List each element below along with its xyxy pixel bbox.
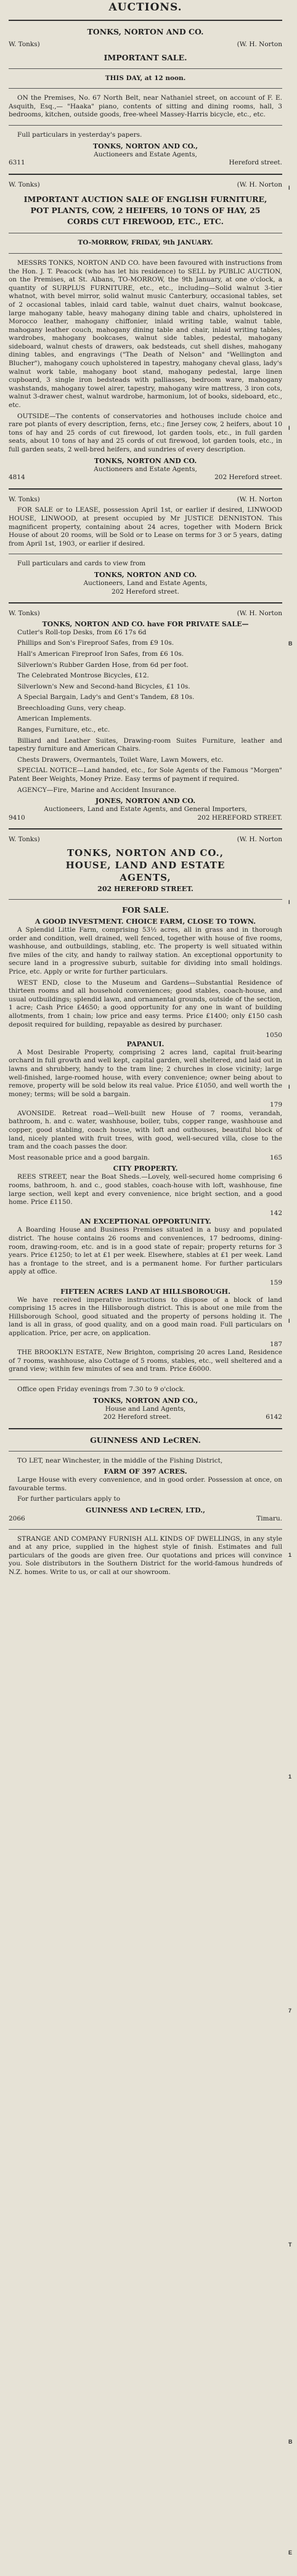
ad-body: STRANGE AND COMPANY FURNISH ALL KINDS OF DWELLINGS, in any style and at any price, supplied in the highest style of finish. Estimates and full particulars of the goods are given free. Our quotations and prices will convince you. Sole distributors in the Southern District for the world-famous hundreds of N.Z. homes. Write to us, or call at our showroom. <box>9 1535 282 1577</box>
tonks-label: W. Tonks) <box>9 836 40 844</box>
listing-heading: CITY PROPERTY. <box>113 1165 178 1173</box>
listing-heading: AN EXCEPTIONAL OPPORTUNITY. <box>79 1217 211 1226</box>
firm-title: Auctioneers, Land and Estate Agents, <box>83 579 208 587</box>
divider <box>9 253 282 254</box>
sale-time: TO-MORROW, FRIDAY, 9th JANUARY. <box>78 239 213 247</box>
listing-ref: 179 <box>269 1101 282 1109</box>
edge-letter: I <box>288 899 290 905</box>
firm-name: TONKS, NORTON AND CO., <box>92 142 198 150</box>
ad-headline: IMPORTANT AUCTION SALE OF ENGLISH FURNITURE, POT PLANTS, COW, 2 HEIFERS, 10 TONS OF HAY, 25 CORDS CUT FIREWOOD, ETC., ETC. <box>23 195 267 227</box>
full-particulars: For further particulars apply to <box>17 1495 121 1503</box>
listing-ref: 159 <box>269 1278 282 1286</box>
norton-label: (W. H. Norton <box>237 495 282 503</box>
edge-letter: E <box>288 2550 293 2556</box>
adjacent-column-edge <box>286 0 297 2576</box>
full-particulars: Full particulars and cards to view from <box>17 560 146 568</box>
listing-body: A Splendid Little Farm, comprising 53½ acres, all in grass and in thorough order and condition, well drained, well fenced, together with house of five rooms, washhouse, and outbuildings, stabling, etc. The property is well situated within five miles of the city, and handy to railway station. An exceptional opportunity to secure land in a progressive suburb, suitable for dividing into small holdings. Price, etc. Apply or write for further particulars. <box>9 926 282 975</box>
street-address: 202 Hereford street. <box>103 1413 171 1421</box>
sale-item: Cutler's Roll-top Desks, from £6 17s 6d <box>17 628 147 636</box>
street-address: 202 HEREFORD STREET. <box>97 885 193 893</box>
divider <box>9 602 282 604</box>
edge-letter: B <box>288 2439 293 2445</box>
listing-heading: A GOOD INVESTMENT. CHOICE FARM, CLOSE TO TOWN. <box>35 918 256 926</box>
street-address: Hereford street. <box>229 159 282 167</box>
listing-body: A Most Desirable Property, comprising 2 acres land, capital fruit-bearing orchard in full growth and well kept, capital garden, well sheltered, and laid out in lawns and shrubbery, handy to the tram line; 2 churches in close vicinity; large well-finished, large-roomed house, with every convenience; owner being about to remove, property will be sold below its real value. Price £1050, and well worth the money; terms; will be sold a bargain. <box>9 1048 282 1098</box>
phone-number: 9410 <box>9 814 25 822</box>
town-name: Timaru. <box>256 1515 282 1523</box>
ad-subtitle: HOUSE, LAND AND ESTATE <box>65 860 226 871</box>
firm-name: TONKS, NORTON AND CO. <box>94 570 197 579</box>
ad-subtitle: AGENTS, <box>120 872 171 883</box>
listing-heading: FARM OF 397 ACRES. <box>104 1468 187 1476</box>
sale-item: Billiard and Leather Suites, Drawing-room Suites Furniture, leather and tapestry furniture and American Chairs. <box>9 737 282 753</box>
listing-ref: 142 <box>269 1209 282 1217</box>
sale-item: Phillips and Son's Fireproof Safes, from £9 10s. <box>17 639 174 647</box>
auction-column <box>9 0 282 1580</box>
ad-title: GUINNESS AND LeCREN. <box>90 1435 201 1445</box>
edge-letter: I <box>288 1318 290 1324</box>
listing-note: Most reasonable price and a good bargain. <box>9 1153 150 1161</box>
ad-guinness-lecren <box>9 1435 282 1577</box>
sale-item: Ranges, Furniture, etc., etc. <box>17 726 110 734</box>
sale-item: American Implements. <box>17 715 92 723</box>
edge-letter: 1 <box>288 1774 292 1780</box>
firm-title: House and Land Agents, <box>105 1405 186 1413</box>
edge-letter: I <box>288 1084 290 1090</box>
tonks-label: W. Tonks) <box>9 495 40 503</box>
for-sale-heading: FOR SALE. <box>122 905 169 915</box>
divider <box>9 1428 282 1429</box>
sale-time: THIS DAY, at 12 noon. <box>105 74 186 82</box>
tonks-label: W. Tonks) <box>9 41 40 48</box>
item-list <box>9 629 282 795</box>
firm-name: TONKS, NORTON AND CO., <box>92 1396 198 1405</box>
phone-number: 6311 <box>9 159 25 167</box>
sale-item: Breechloading Guns, very cheap. <box>17 704 126 712</box>
listing-heading: PAPANUI. <box>126 1040 165 1048</box>
sale-item: Hall's American Fireproof Iron Safes, from £6 10s. <box>17 650 184 658</box>
divider <box>9 899 282 900</box>
sale-item: AGENCY—Fire, Marine and Accident Insurance. <box>17 786 177 794</box>
ad-body: FOR SALE or to LEASE, possession April 1st, or earlier if desired, LINWOOD HOUSE, LINWOOD, at present occupied by Mr JUSTICE DENNISTON. This magnificent property, containing about 24 acres, together with Modern Brick House of about 20 rooms, will be Sold or to Lease on terms for 3 or 5 years, dating from April 1st, 1903, or earlier if desired. <box>9 506 282 547</box>
divider <box>9 828 282 830</box>
phone-number: 4814 <box>9 474 25 482</box>
tonks-label: W. Tonks) <box>9 180 40 188</box>
ad-body: TO LET, near Winchester, in the middle of the Fishing District, <box>17 1456 223 1464</box>
listing-ref: 1050 <box>266 1032 282 1040</box>
listing-body: THE BROOKLYN ESTATE, New Brighton, comprising 20 acres Land, Residence of 7 rooms, washhouse, also Cottage of 5 rooms, stables, etc., well sheltered and a grand view; within few minutes of sea and tram. Price £6000. <box>9 1349 282 1373</box>
firm-title: Auctioneers and Estate Agents, <box>94 150 197 158</box>
ad-title: TONKS, NORTON AND CO., <box>67 847 224 858</box>
street-address: 202 Hereford street. <box>112 587 179 596</box>
firm-title: Auctioneers, Land and Estate Agents, and General Importers, <box>44 806 247 814</box>
edge-letter: B <box>288 640 293 647</box>
firm-name: JONES, NORTON AND CO. <box>95 797 196 806</box>
sale-item: A Special Bargain, Lady's and Gent's Tandem, £8 10s. <box>17 693 195 701</box>
ad-important-sale <box>9 27 282 168</box>
edge-letter: 1 <box>288 1552 292 1558</box>
divider <box>9 68 282 69</box>
firm-name: GUINNESS AND LeCREN, LTD., <box>86 1506 205 1515</box>
firm-title: Auctioneers and Estate Agents, <box>94 465 197 473</box>
divider <box>9 1451 282 1452</box>
listing-body: AVONSIDE. Retreat road—Well-built new House of 7 rooms, verandah, bathroom, h. and c. water, washhouse, boiler, tubs, copper range, washhouse and copper, good stabling, coach house, with loft and outhouses, beautiful block of land, nicely planted with fruit trees, with good, well-secured villa, close to the tram and the coach passes the door. <box>9 1109 282 1151</box>
street-address: 202 Hereford street. <box>214 474 282 482</box>
norton-label: (W. H. Norton <box>237 180 282 188</box>
sale-item: Silverlown's Rubber Garden Hose, from 6d per foot. <box>17 661 189 669</box>
norton-label: (W. H. Norton <box>237 610 282 618</box>
edge-letter: T <box>288 2242 292 2248</box>
ad-body: MESSRS TONKS, NORTON AND CO. have been favoured with instructions from the Hon. J. T. Peacock (who has let his residence) to SELL by PUBLIC AUCTION, on the Premises, at St. Albans, TO-MORROW, the 9th January, at one o'clock, a quantity of SURPLUS FURNITURE, etc., etc., including—Solid walnut 3-tier whatnot, with bevel mirror, solid walnut music Canterbury, occasional tables, set of 2 occasional tables, inlaid card table, walnut duet chairs, walnut bookcase, large mahogany table, heavy mahogany dining table and chairs, upholstered in Morocco leather, mahogany chiffonier, inlaid writing table, walnut table, mahogany leather couch, mahogany dining table and chair, inlaid writing tables, wardrobes, mahogany bookcases, walnut side tables, pedestal, mahogany sideboard, walnut chests of drawers, oak bedsteads, cut shell dishes, mahogany dining tables, and engravings ("The Death of Nelson" and "Wellington and Blucher"), mahogany couch upholstered in tapestry, mahogany cheval glass, lady's walnut work table, mahogany boot stand, mahogany pedestal, large linen cupboard, 3 single iron bedsteads with palliasses, bedroom ware, mahogany washstands, mahogany towel airer, tapestry, mahogany wire mattress, 3 iron cots, walnut 3-drawer chest, walnut wardrobe, harmonium, lot of books, sideboard, etc., etc. <box>9 259 282 410</box>
ad-body: ON the Premises, No. 67 North Belt, near Nathaniel street, on account of F. E. Asquith, Esq.,— "Haaka" piano, contents of sitting and dining rooms, hall, 3 bedrooms, kitchen, outside goods, free-wheel Massey-Harris bicycle, etc., etc. <box>9 94 282 119</box>
listing-body: We have received imperative instructions to dispose of a block of land comprising 15 acres in the Hillsborough district. This is about one mile from the Hillsborough School, good situated and the property of persons holding it. The land is all in grass, of good quality, and on a good main road. Full particulars on application. Price, per acre, on application. <box>9 1296 282 1337</box>
listing-heading: FIFTEEN ACRES LAND AT HILLSBOROUGH. <box>60 1287 230 1296</box>
sale-heading: IMPORTANT SALE. <box>104 52 187 62</box>
ad-land-agents <box>9 836 282 1421</box>
firm-name: TONKS, NORTON AND CO. <box>94 456 197 465</box>
norton-label: (W. H. Norton <box>237 41 282 48</box>
sale-item: SPECIAL NOTICE—Land handed, etc., for Sole Agents of the Famous "Morgen" Patent Beer Weights, Money Prize. Easy terms of payment if required. <box>9 767 282 783</box>
sale-item: Silverlown's New and Second-hand Bicycles, £1 10s. <box>17 682 190 690</box>
ad-private-sale <box>9 610 282 822</box>
phone-number: 6142 <box>266 1413 282 1421</box>
ad-linwood-house <box>9 496 282 596</box>
divider <box>9 125 282 126</box>
listing-ref: 165 <box>269 1153 282 1161</box>
norton-label: (W. H. Norton <box>237 836 282 844</box>
ad-title: TONKS, NORTON AND CO. <box>87 27 204 36</box>
phone-number: 2066 <box>9 1515 25 1523</box>
ad-title: TONKS, NORTON AND CO. have FOR PRIVATE SALE— <box>42 620 249 628</box>
full-particulars: Full particulars in yesterday's papers. <box>17 131 142 139</box>
listing-body: REES STREET, near the Boat Sheds.—Lovely, well-secured home comprising 6 rooms, bathroom, h. and c., good stables, coach-house with loft, washhouse, fine large section, well kept and every convenience, nice bright section, and a good home. Price £1150. <box>9 1173 282 1206</box>
office-hours: Office open Friday evenings from 7.30 to 9 o'clock. <box>17 1385 185 1393</box>
tonks-label: W. Tonks) <box>9 610 40 618</box>
listing-ref: 187 <box>269 1340 282 1348</box>
divider <box>9 20 282 21</box>
edge-letter: 7 <box>288 2008 292 2014</box>
divider <box>9 1529 282 1530</box>
ad-furniture-sale <box>9 181 282 482</box>
divider <box>9 174 282 175</box>
listing-body: A Boarding House and Business Premises situated in a busy and populated district. The house contains 26 rooms and conveniences, 17 bedrooms, dining-room, drawing-room, etc. and is in a good state of repair; property returns for 3 years. Price £1250; to let at £1 per week. Elsewhere, stables at £1 per week. Land has a frontage to the street, and is a permanent home. For further particulars apply at office. <box>9 1226 282 1276</box>
ad-body: Large House with every convenience, and in good order. Possession at once, on favourable terms. <box>9 1476 282 1492</box>
street-address: 202 HEREFORD STREET. <box>197 814 282 822</box>
divider <box>9 488 282 490</box>
edge-letter: I <box>288 185 290 191</box>
section-header: AUCTIONS. <box>108 1 182 14</box>
ad-outside: OUTSIDE—The contents of conservatories and hothouses include choice and rare pot plants of every description, ferns, etc.; fine Jersey cow, 2 heifers, about 10 tons of hay and 25 cords of cut firewood, lot garden tools, etc., in full garden seats, about 10 tons of hay and 25 cords of cut firewood, lot garden tools, etc., in full garden seats, 2 well-bred heifers, and sundries of every description. <box>9 412 282 453</box>
divider <box>9 88 282 89</box>
divider <box>9 1379 282 1380</box>
sale-item: The Celebrated Montrose Bicycles, £12. <box>17 672 149 680</box>
listing-body: WEST END, close to the Museum and Gardens—Substantial Residence of thirteen rooms and all household conveniences; good stables, coach-house, and usual outbuildings; splendid lawn, and ornamental grounds, outside of the section, 1 acre; Cash Price £4650; a good opportunity for any one in want of building allotments, from 1 chain; low price and easy terms. Price £1400; only £150 cash deposit required for building, repayable as desired by purchaser. <box>9 979 282 1028</box>
sale-item: Chests Drawers, Overmantels, Toilet Ware, Lawn Mowers, etc. <box>17 756 224 764</box>
edge-letter: I <box>288 425 290 431</box>
